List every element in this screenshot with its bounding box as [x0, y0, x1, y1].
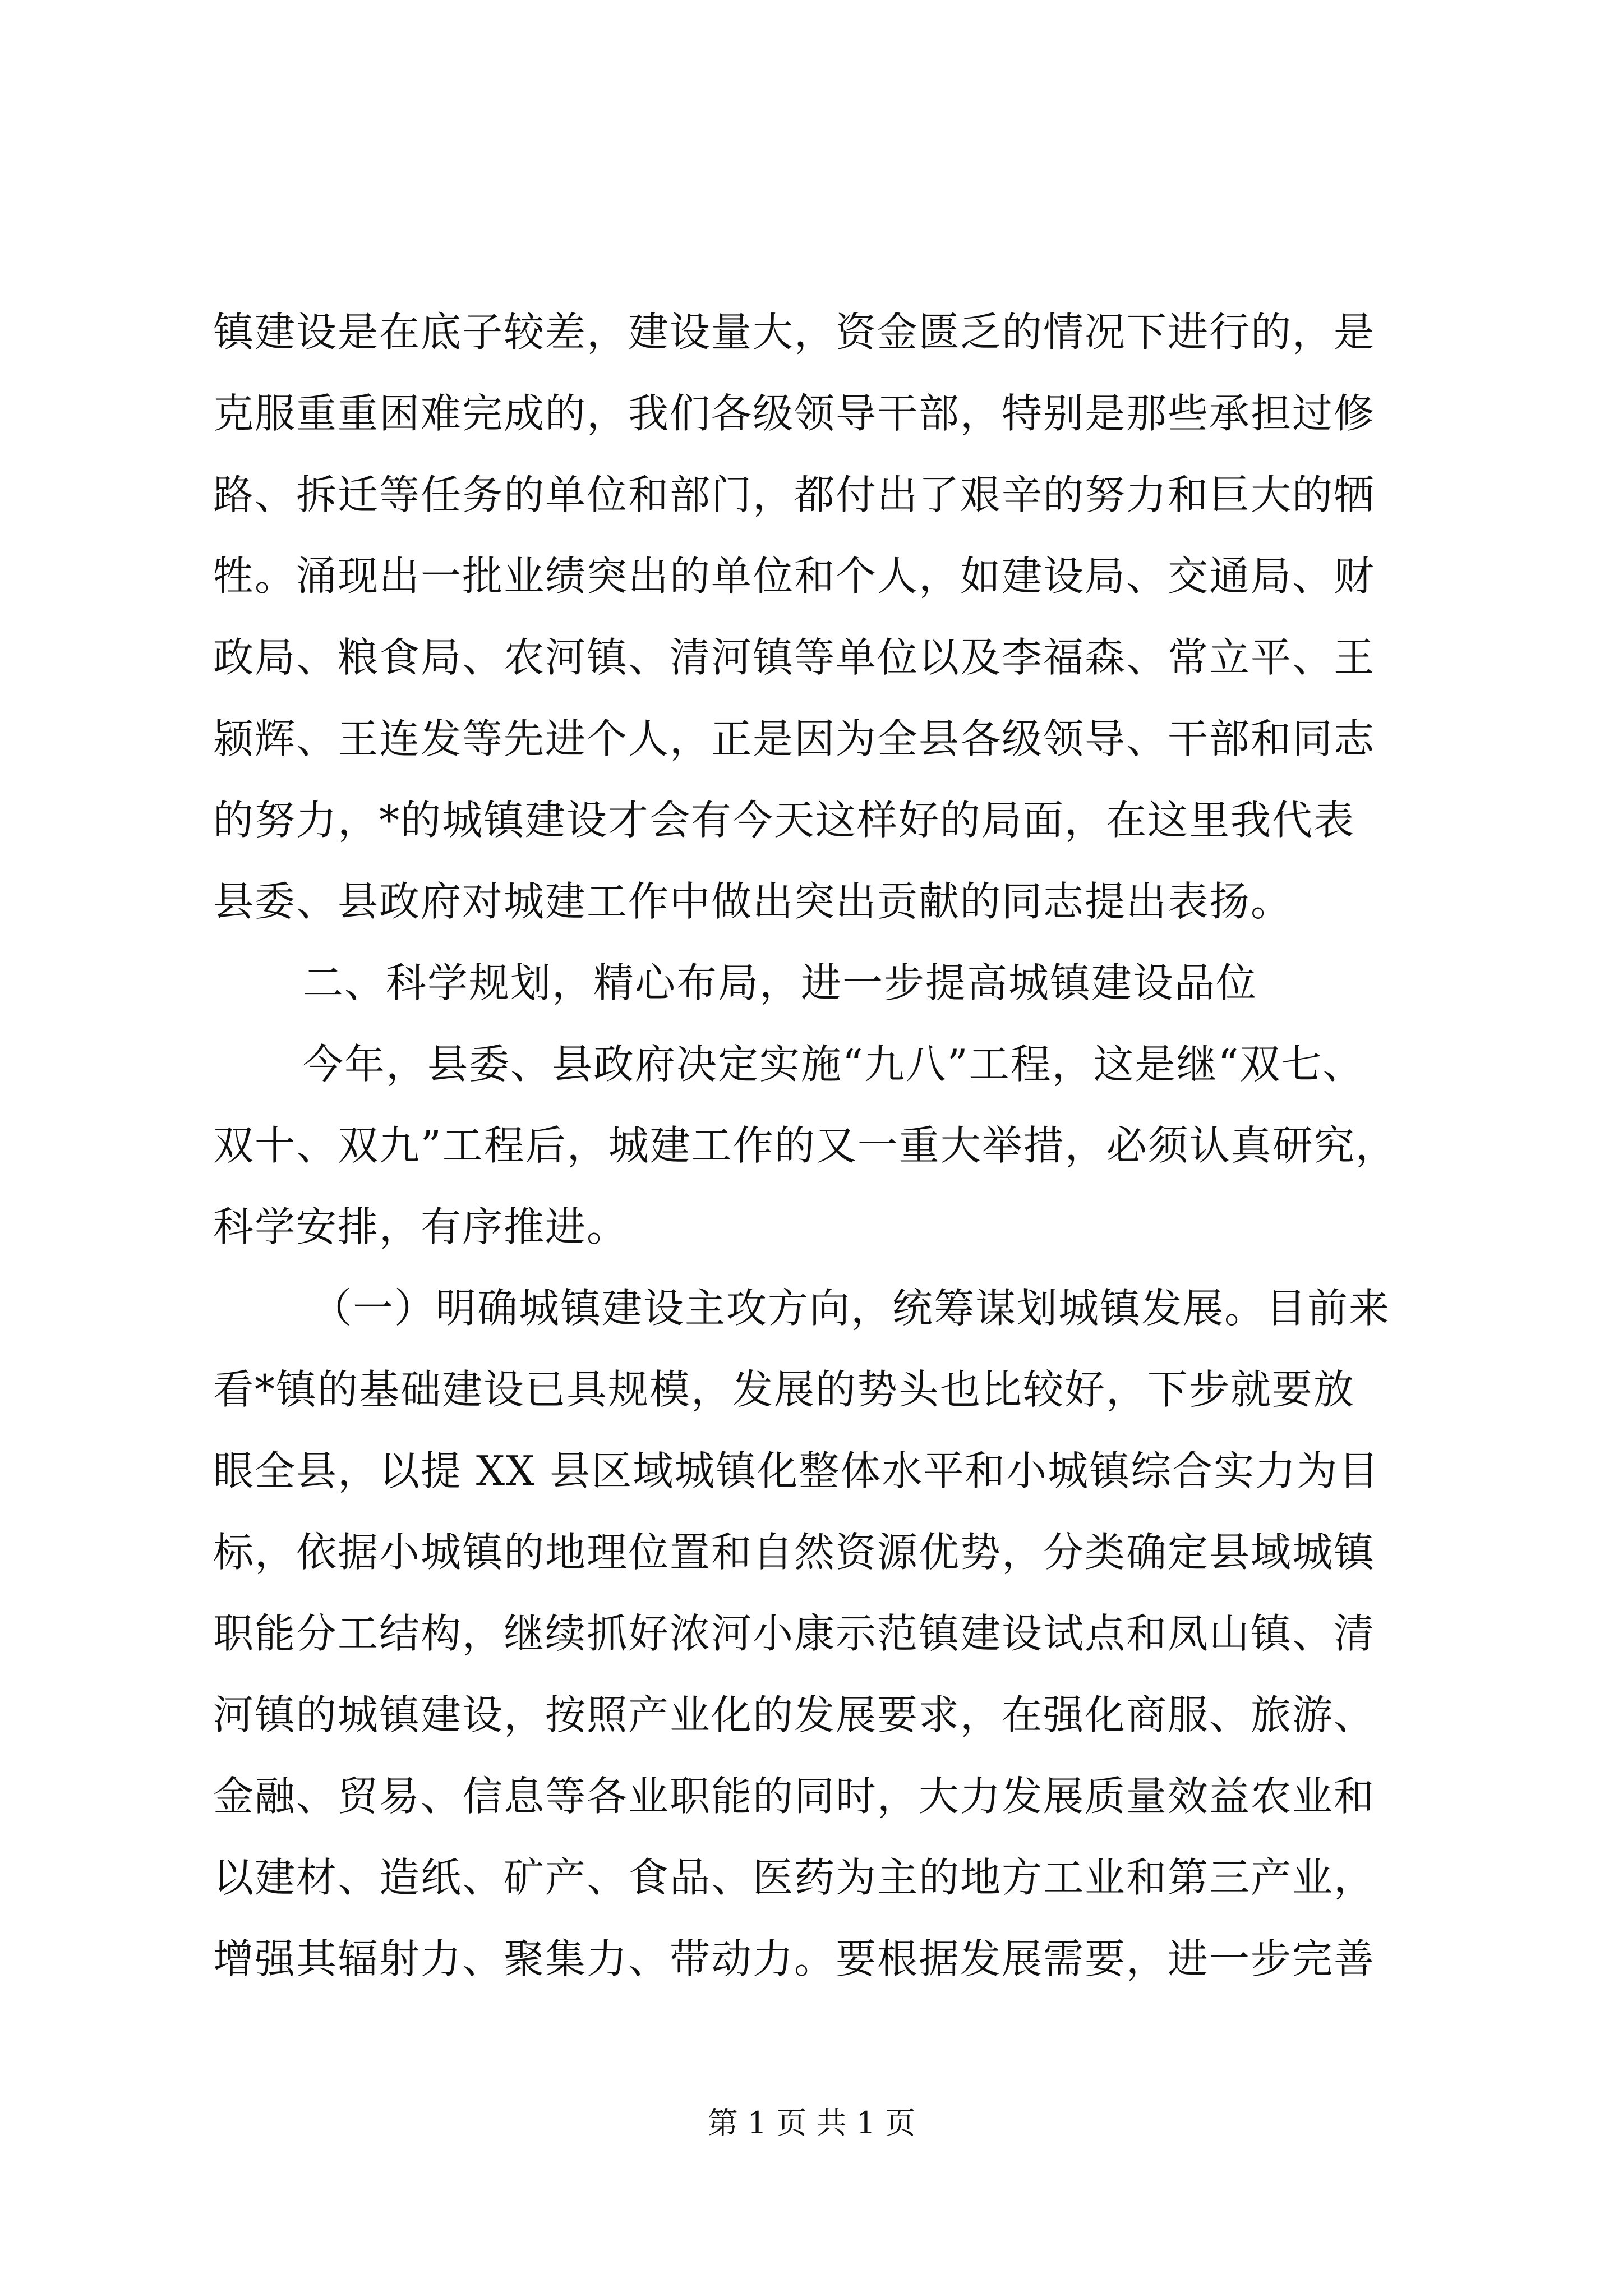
text-line: 以建材、造纸、矿产、食品、医药为主的地方工业和第三产业， [213, 1854, 1376, 1901]
text-line: 眼全县，以提 XX 县区域城镇化整体水平和小城镇综合实力为目 [213, 1447, 1380, 1494]
page-number-footer: 第 1 页 共 1 页 [707, 2105, 916, 2141]
text-line: 镇建设是在底子较差，建设量大，资金匮乏的情况下进行的，是 [213, 309, 1376, 356]
text-line: 政局、粮食局、农河镇、清河镇等单位以及李福森、常立平、王 [213, 634, 1376, 681]
text-line: 科学安排，有序推进。 [213, 1203, 629, 1250]
document-body [213, 292, 1424, 2000]
text-line: 看*镇的基础建设已具规模，发展的势头也比较好，下步就要放 [213, 1366, 1355, 1413]
subsection-start-line: （一）明确城镇建设主攻方向，统筹谋划城镇发展。目前来 [311, 1285, 1391, 1332]
text-line: 标，依据小城镇的地理位置和自然资源优势，分类确定县域城镇 [213, 1529, 1376, 1576]
text-line: 增强其辐射力、聚集力、带动力。要根据发展需要，进一步完善 [213, 1935, 1376, 1982]
text-line: 职能分工结构，继续抓好浓河小康示范镇建设试点和凤山镇、清 [213, 1610, 1376, 1657]
text-line: 金融、贸易、信息等各业职能的同时，大力发展质量效益农业和 [213, 1773, 1376, 1820]
text-line: 河镇的城镇建设，按照产业化的发展要求，在强化商服、旅游、 [213, 1691, 1376, 1738]
paragraph-start-line: 今年，县委、县政府决定实施“九八”工程，这是继“双七、 [303, 1041, 1364, 1088]
text-line: 牲。涌现出一批业绩突出的单位和个人，如建设局、交通局、财 [213, 553, 1376, 600]
text-line: 克服重重困难完成的，我们各级领导干部，特别是那些承担过修 [213, 390, 1376, 437]
text-line: 的努力，*的城镇建设才会有今天这样好的局面，在这里我代表 [213, 797, 1355, 844]
text-line: 路、拆迁等任务的单位和部门，都付出了艰辛的努力和巨大的牺 [213, 471, 1376, 518]
text-line: 双十、双九”工程后，城建工作的又一重大举措，必须认真研究， [213, 1122, 1397, 1169]
text-line: 颍辉、王连发等先进个人，正是因为全县各级领导、干部和同志 [213, 715, 1376, 762]
section-heading: 二、科学规划，精心布局，进一步提高城镇建设品位 [303, 959, 1258, 1006]
text-line: 县委、县政府对城建工作中做出突出贡献的同志提出表扬。 [213, 878, 1293, 925]
